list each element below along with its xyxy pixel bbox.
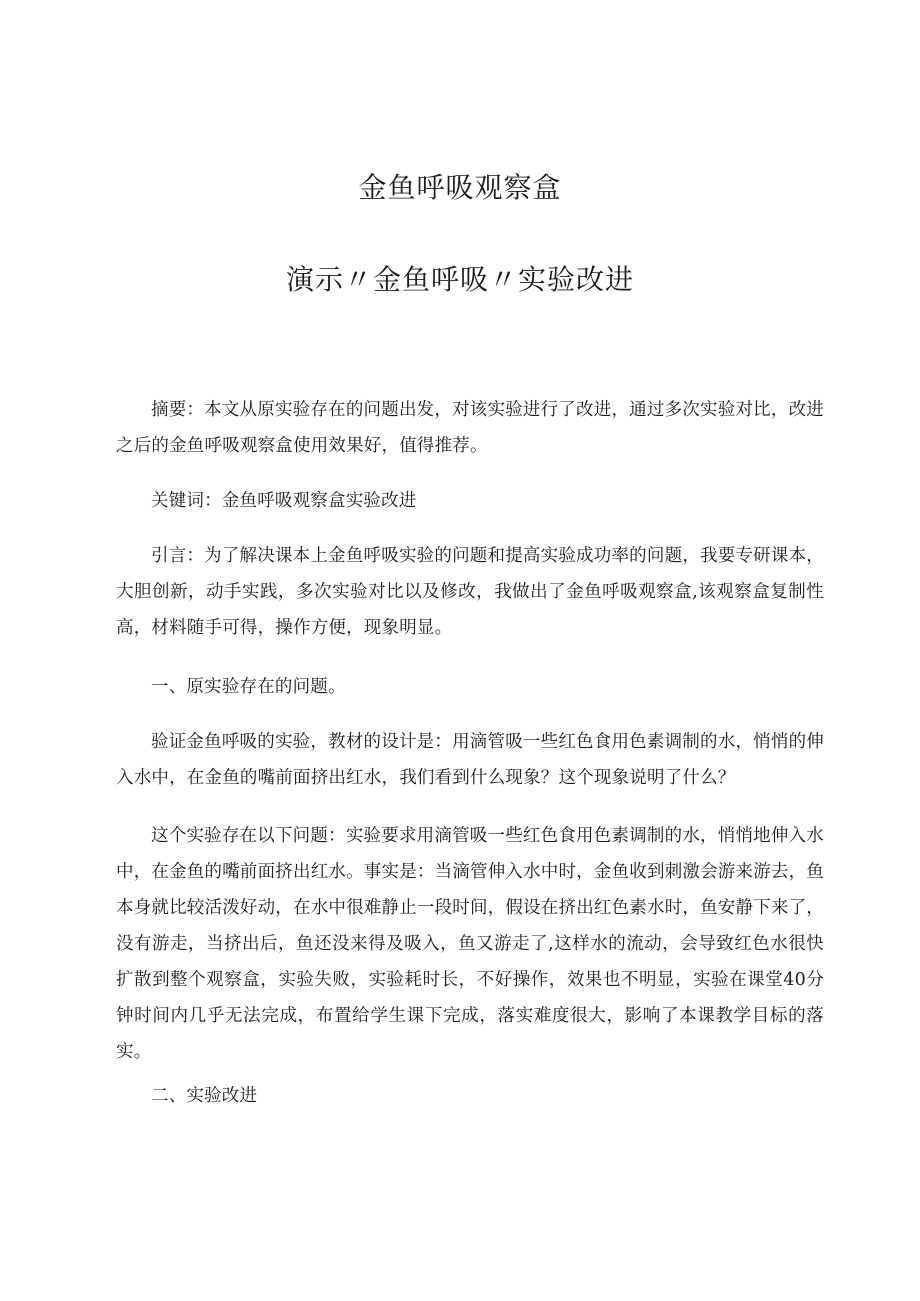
document-title: 金鱼呼吸观察盒 xyxy=(358,171,562,204)
section1-paragraph-2: 这个实验存在以下问题：实验要求用滴管吸一些红色食用色素调制的水，悄悄地伸入水中，在金鱼的嘴前面挤出红水。事实是：当滴管伸入水中时，金鱼收到刺激会游来游去，鱼本身就比较活泼好动，在水中很难静止一段时间，假设在挤出红色素水时，鱼安静下来了，没有游走，当挤出后，鱼还没来得及吸入，鱼又游走了,这样水的流动，会导致红色水很快扩散到整个观察盒，实验失败，实验耗时长，不好操作，效果也不明显，实验在课堂40分钟时间内几乎无法完成，布置给学生课下完成，落实难度很大，影响了本课教学目标的落实。 xyxy=(116,826,824,1062)
introduction-paragraph: 引言：为了解决课本上金鱼呼吸实验的问题和提高实验成功率的问题，我要专研课本，大胆创新，动手实践，多次实验对比以及修改，我做出了金鱼呼吸观察盒,该观察盒复制性高，材料随手可得，操作方便，现象明显。 xyxy=(116,546,824,638)
section1-paragraph-1: 验证金鱼呼吸的实验，教材的设计是：用滴管吸一些红色食用色素调制的水，悄悄的伸入水中，在金鱼的嘴前面挤出红水，我们看到什么现象？这个现象说明了什么？ xyxy=(116,732,824,788)
section1-heading: 一、原实验存在的问题。 xyxy=(151,677,346,697)
section2-heading: 二、实验改进 xyxy=(151,1086,258,1106)
abstract-paragraph: 摘要：本文从原实验存在的问题出发，对该实验进行了改进，通过多次实验对比，改进之后的金鱼呼吸观察盒使用效果好，值得推荐。 xyxy=(116,400,824,456)
keywords-paragraph: 关键词：金鱼呼吸观察盒实验改进 xyxy=(151,491,417,511)
document-subtitle: 演示〃金鱼呼吸〃实验改进 xyxy=(285,263,634,296)
